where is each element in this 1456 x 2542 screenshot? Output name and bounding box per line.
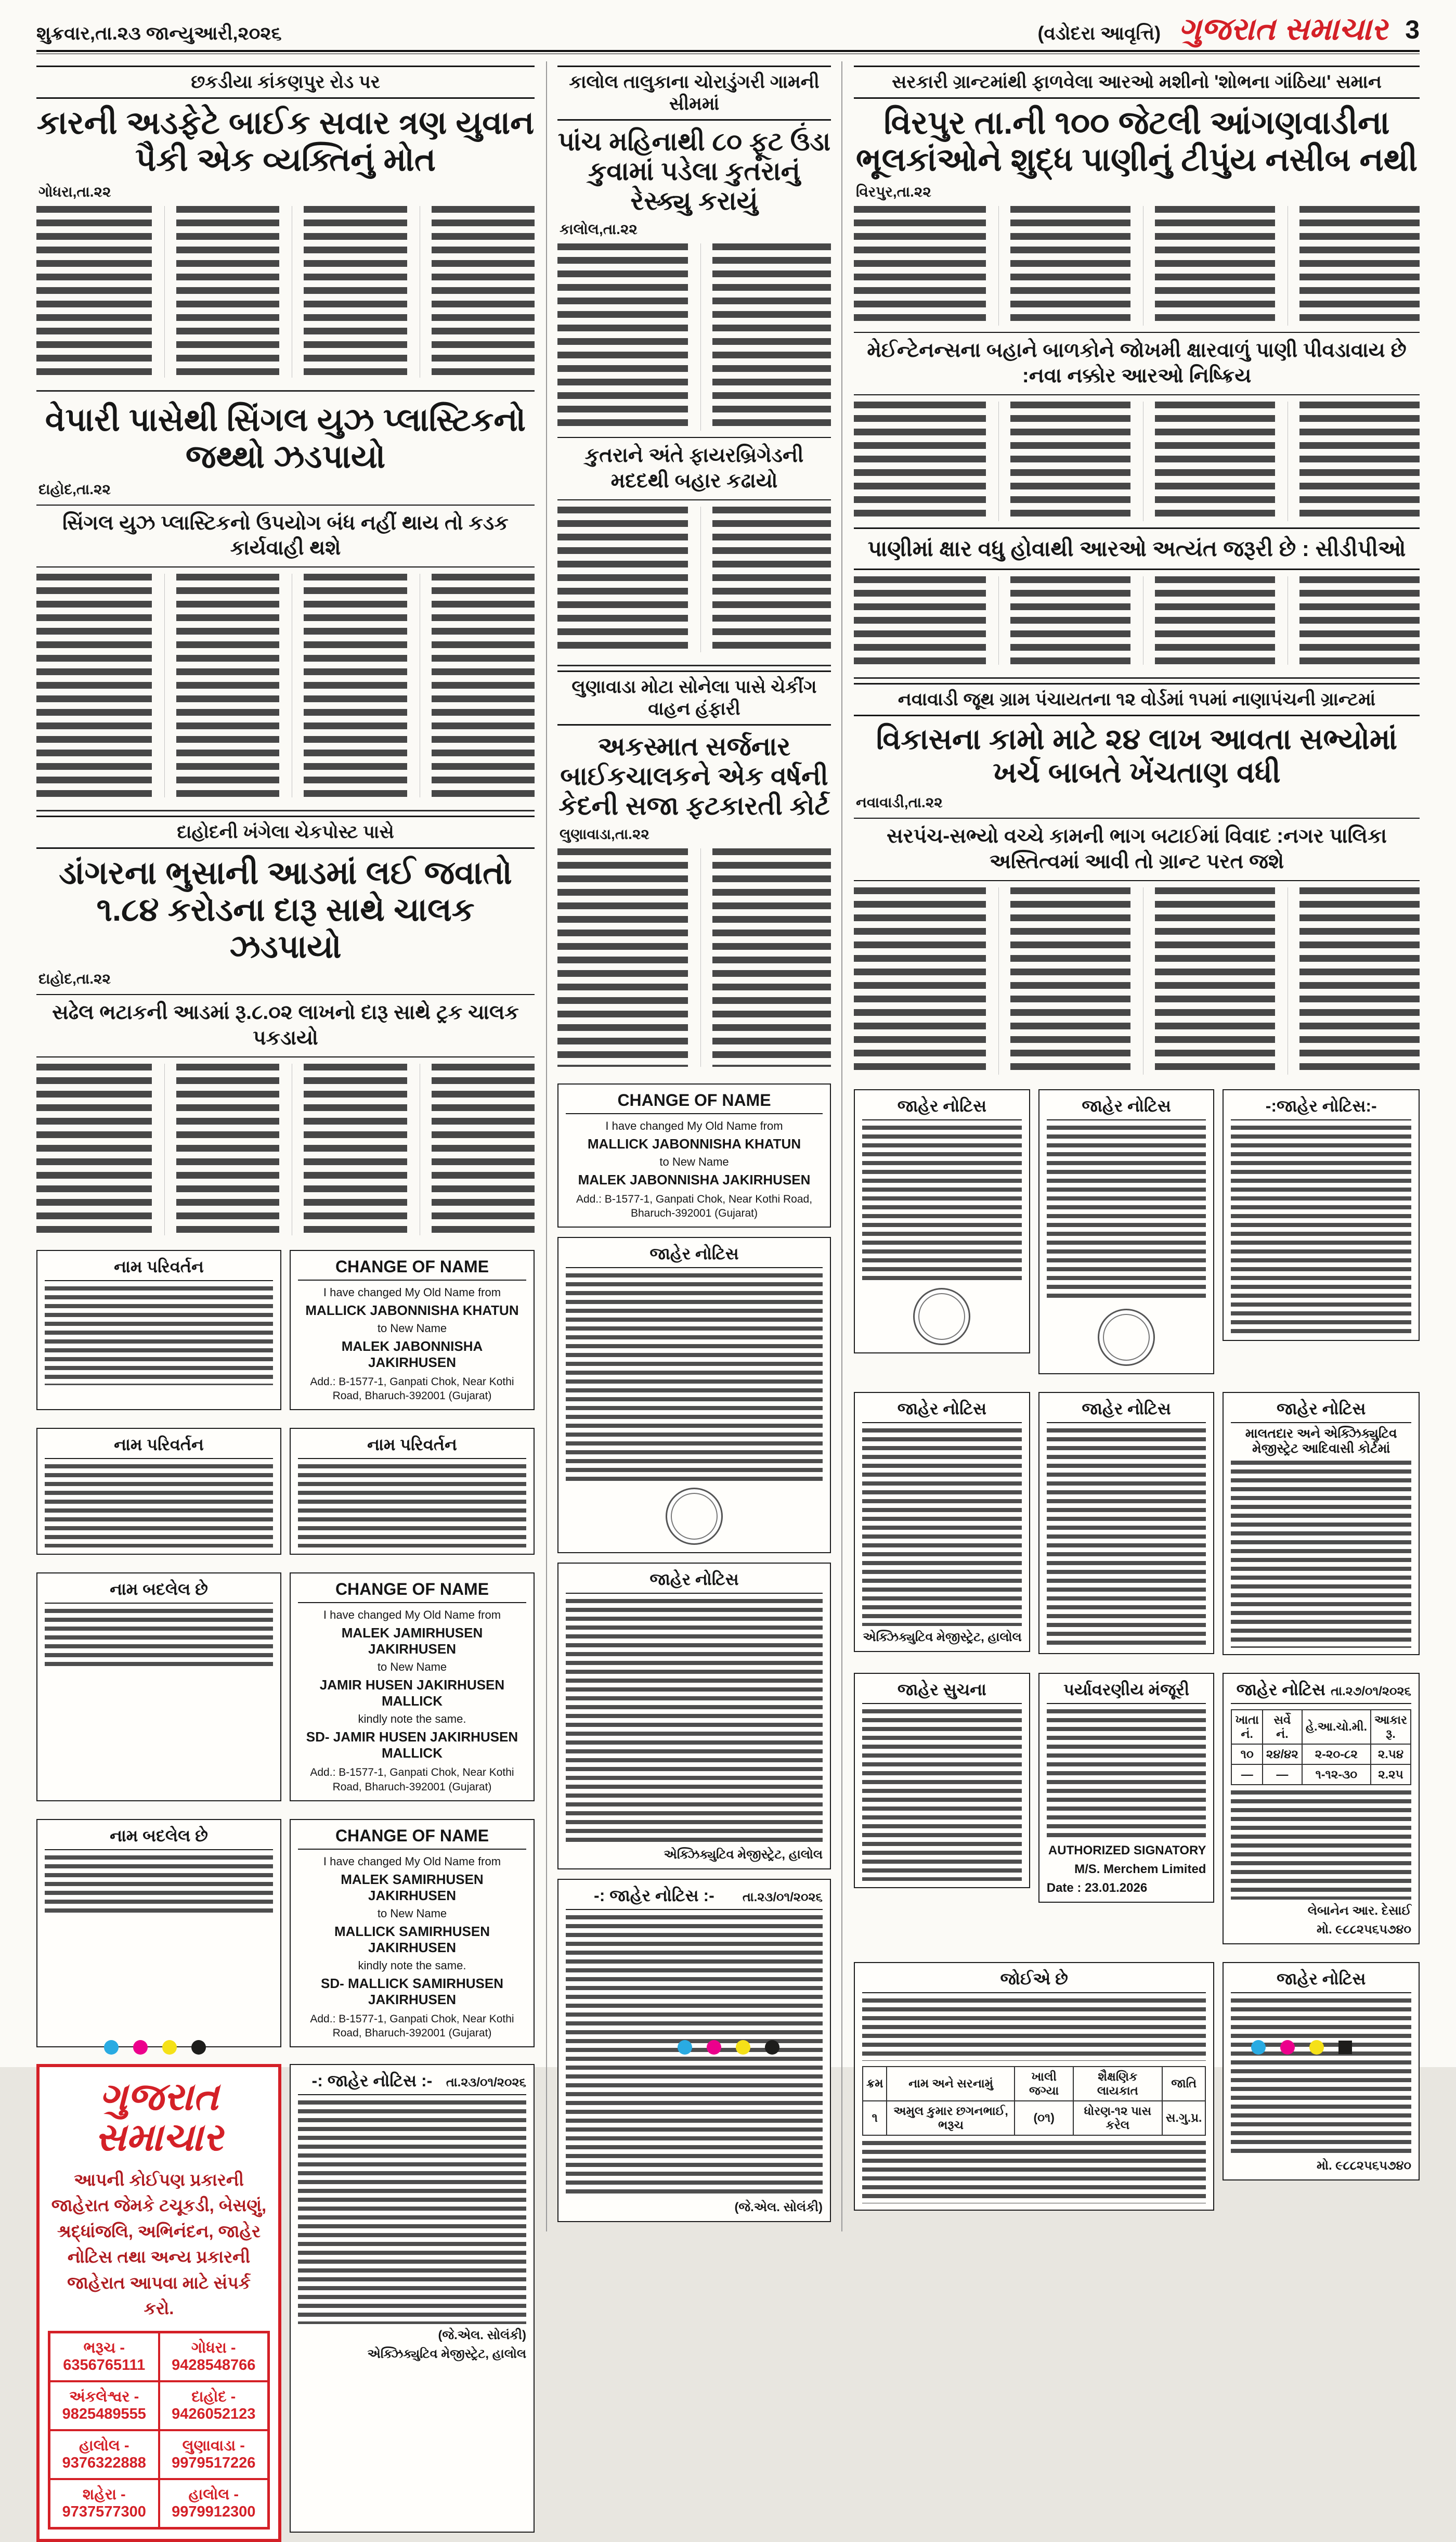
notice-body-text [862, 1709, 1022, 1881]
story-dateline: ગોધરા,તા.૨૨ [38, 184, 111, 200]
body-text-column [420, 1064, 535, 1235]
notice-body-text [566, 1273, 823, 1481]
story-side-head: પાણીમાં ક્ષાર વધુ હોવાથી આરઓ અત્યંત જરૂરી છે : સીડીપીઓ [854, 527, 1420, 571]
old-name: MALEK JAMIRHUSEN JAKIRHUSEN [341, 1625, 483, 1657]
notice-title: જાહેર નોટિસ [1236, 1680, 1325, 1699]
story-kicker: લુણાવાડા મોટા સોનેલા પાસે ચેકીંગ વાહન હંફારી [557, 670, 831, 726]
wanted-notice [854, 1962, 1214, 2211]
body-text-column [292, 574, 407, 797]
notice-title: નામ પરિવર્તન [45, 1435, 273, 1459]
story-headline: કારની અડફેટે બાઈક સવાર ત્રણ યુવાન પૈકી એક વ્યક્તિનું મોત [36, 105, 535, 178]
story-kicker: કાલોલ તાલુકાના ચોરાડુંગરી ગામની સીમમાં [557, 66, 831, 121]
contact-cell: દાહોદ - 9426052123 [159, 2381, 269, 2430]
body-text-column [998, 206, 1130, 326]
change-of-name-notice [290, 1250, 535, 1411]
body-text-column [420, 206, 535, 378]
signature-role: એક્ઝિક્યુટિવ મેજીસ્ટ્રેટ, હાલોલ [664, 1848, 823, 1862]
story-body [854, 887, 1420, 1075]
public-notice [854, 1392, 1030, 1652]
notice-body-text [566, 1599, 823, 1843]
magenta-dot [133, 2040, 148, 2055]
story-body [36, 574, 535, 797]
body-text-column [998, 887, 1130, 1075]
notice-body-text [1231, 1461, 1411, 1648]
black-square [1338, 2041, 1352, 2054]
black-dot [765, 2040, 779, 2055]
notice-title: જાહેર નોટિસ [1047, 1096, 1206, 1120]
body-text-column [164, 574, 280, 797]
story-subhead: કુતરાને અંતે ફાયરબ્રિગેડની મદદથી બહાર કઢાયો [557, 437, 831, 500]
black-dot [191, 2040, 206, 2055]
court-seal-stamp [666, 1488, 723, 1545]
contact-cell: ગોધરા - 9428548766 [159, 2332, 269, 2381]
contact-cell: ભરૂચ - 6356765111 [49, 2332, 159, 2381]
notice-subtitle: માલતદાર અને એક્ઝિક્યુટિવ મેજીસ્ટ્રેટ આદિવાસી કોર્ટમાં [1245, 1426, 1397, 1456]
body-text-column [36, 574, 152, 797]
edition-label: (વડોદરા આવૃત્તિ) [1037, 22, 1161, 44]
body-text-column [36, 206, 152, 378]
table-cell: ધોરણ-૧૨ પાસ કરેલ [1073, 2101, 1162, 2135]
story-headline: અકસ્માત સર્જનાર બાઈકચાલકને એક વર્ષની કેદની સજા ફટકારતી કોર્ટ [558, 731, 830, 820]
body-text-column [854, 206, 986, 326]
story-headline: પાંચ મહિનાથી ૮૦ ફૂટ ઉંડા કુવામાં પડેલા કુતરાનું રેસ્ક્યુ કરાયું [557, 127, 831, 215]
story-dateline: નવાવાડી,તા.૨૨ [856, 794, 943, 810]
date-line: શુક્રવાર,તા.૨૩ જાન્યુઆરી,૨૦૨૬ [36, 22, 282, 44]
yellow-dot [162, 2040, 177, 2055]
old-name: MALEK SAMIRHUSEN JAKIRHUSEN [341, 1871, 484, 1903]
contact-cell: હાલોલ - 9376322888 [49, 2430, 159, 2479]
public-notice [854, 1089, 1030, 1353]
table-header: જાતિ [1162, 2067, 1206, 2101]
notice-body-text [45, 1855, 273, 1913]
story-body [36, 1064, 535, 1235]
old-name: MALLICK JABONNISHA KHATUN [587, 1135, 801, 1152]
notice-title: CHANGE OF NAME [298, 1580, 526, 1603]
body-text-column [557, 243, 688, 431]
change-of-name-notice [557, 1083, 831, 1228]
public-notice [557, 1563, 831, 1869]
story-dateline: કાલોલ,તા.૨૨ [560, 221, 638, 237]
notice-title: નામ બદલેલ છે [45, 1580, 273, 1604]
land-record-notice [1223, 1673, 1420, 1944]
change-line: I have changed My Old Name from [323, 1608, 501, 1622]
table-cell: ૧૦ [1231, 1744, 1262, 1764]
address: Add.: B-1577-1, Ganpati Chok, Near Kothi Road, Bharuch-392001 (Gujarat) [576, 1193, 813, 1219]
notice-title: જાહેર નોટિસ [1231, 1969, 1411, 1993]
change-line: I have changed My Old Name from [605, 1119, 783, 1132]
story-body [557, 507, 831, 652]
table-header: ક્રમ [863, 2067, 887, 2101]
story-subhead: સિંગલ યુઝ પ્લાસ્ટિકનો ઉપયોગ બંધ નહીં થાય તો કડક કાર્યવાહી થશે [36, 505, 535, 568]
story-virpur-anganwadi [854, 61, 1420, 672]
notice-title: જાહેર નોટિસ [566, 1570, 823, 1594]
story-subhead: મેઈન્ટેનન્સના બહાને બાળકોને જોખમી ક્ષારવાળું પાણી પીવડાવાય છે :નવા નક્કોર આરઓ નિષ્ક્રિય [854, 332, 1420, 395]
page-number: 3 [1405, 15, 1420, 44]
notice-title: જાહેર સુચના [862, 1680, 1022, 1704]
notice-title: જાહેર નોટિસ [566, 1244, 823, 1268]
header-right [1037, 11, 1420, 46]
old-name: MALLICK JABONNISHA KHATUN [305, 1302, 519, 1318]
notice-title: CHANGE OF NAME [566, 1091, 823, 1114]
classifieds-grid [36, 1250, 535, 2057]
story-body [854, 402, 1420, 521]
notice-title: -: જાહેર નોટિસ :- [311, 2071, 433, 2091]
gujarat-samachar-house-ad [36, 2064, 281, 2541]
note: kindly note the same. [358, 1958, 466, 1972]
body-text-column [998, 402, 1130, 521]
notice-title: જાહેર નોટિસ [1047, 1399, 1206, 1423]
notice-body-text [862, 2141, 1206, 2203]
public-notice [290, 2064, 535, 2532]
house-ad-contacts [48, 2331, 270, 2530]
new-name: MALEK JABONNISHA JAKIRHUSEN [341, 1338, 483, 1370]
story-body [854, 576, 1420, 665]
story-dateline: લુણાવાડા,તા.૨૨ [560, 825, 649, 842]
change-line: to New Name [659, 1155, 729, 1168]
notice-body-text [1047, 1428, 1206, 1647]
story-headline: વેપારી પાસેથી સિંગલ યુઝ પ્લાસ્ટિકનો જથ્થો ઝડપાયો [45, 402, 526, 475]
story-kicker: દાહોદની ખંગેલા ચેકપોસ્ટ પાસે [36, 816, 535, 849]
wanted-table [862, 2066, 1206, 2136]
court-seal-stamp [1098, 1309, 1155, 1366]
body-text-column [1143, 887, 1275, 1075]
middle-column-group [546, 61, 842, 2231]
table-header: સર્વે નં. [1263, 1710, 1302, 1744]
body-text-column [557, 507, 688, 652]
table-cell: ૨.૫૪ [1371, 1744, 1411, 1764]
body-text-column [292, 206, 407, 378]
body-text-column [1143, 576, 1275, 665]
table-cell: ૨.૨૫ [1371, 1764, 1411, 1785]
reg-dot-group-center [678, 2040, 779, 2055]
new-name: MALLICK SAMIRHUSEN JAKIRHUSEN [334, 1923, 490, 1955]
body-text-column [164, 206, 280, 378]
left-column-group [36, 61, 546, 2542]
land-record-table [1231, 1709, 1411, 1785]
yellow-dot [736, 2040, 750, 2055]
page-header [0, 0, 1456, 50]
notice-body-text [298, 1464, 526, 1547]
story-kicker: સરકારી ગ્રાન્ટમાંથી ફાળવેલા આરઓ મશીનો 'શોભના ગાંઠિયા' સમાન [854, 66, 1420, 99]
notice-date: તા.૨૩/૦૧/૨૦૨૬ [446, 2075, 526, 2090]
cyan-dot [1251, 2040, 1266, 2055]
table-cell: અમુલ કુમાર છગનભાઈ, ભરૂચ [887, 2101, 1015, 2135]
header-rule [36, 50, 1420, 52]
house-ad-logo: ગુજરાત સમાચાર [95, 2075, 223, 2159]
notice-body-text [1231, 1790, 1411, 1900]
notice-phone: મો. ૯૮૮૨૫૬૫૭૪૦ [1317, 1922, 1411, 1937]
change-line: I have changed My Old Name from [323, 1285, 501, 1299]
notice-date: તા.૨૩/૦૧/૨૦૨૬ [742, 1890, 823, 1905]
page-body [36, 61, 1420, 2542]
address: Add.: B-1577-1, Ganpati Chok, Near Kothi Road, Bharuch-392001 (Gujarat) [310, 1766, 514, 1793]
table-header: ખાલી જગ્યા [1015, 2067, 1073, 2101]
table-cell: — [1263, 1764, 1302, 1785]
notice-body-text [566, 1915, 823, 2196]
table-header: આકાર રૂ. [1371, 1710, 1411, 1744]
notice-phone: મો. ૯૮૮૨૫૬૫૭૪૦ [1317, 2158, 1411, 2173]
reg-dot-group-right [1251, 2040, 1352, 2055]
body-text-column [164, 1064, 280, 1235]
public-notice-court [1223, 1392, 1420, 1655]
story-body [557, 243, 831, 431]
name-badlel-notice [36, 1819, 281, 2048]
table-header: નામ અને સરનામું [887, 2067, 1015, 2101]
body-text-column [1288, 887, 1420, 1075]
body-text-column [700, 848, 831, 1067]
story-dateline: દાહોદ,તા.૨૨ [38, 971, 111, 987]
bottom-left-row [36, 2064, 535, 2541]
public-notice [557, 1237, 831, 1553]
body-text-column [854, 576, 986, 665]
notice-date: તા.૨૭/૦૧/૨૦૨૬ [1331, 1684, 1411, 1698]
signature-name: (જે.એલ. સોલંકી) [734, 2200, 823, 2215]
body-text-column [557, 848, 688, 1067]
change-line: I have changed My Old Name from [323, 1854, 501, 1868]
signature: SD- JAMIR HUSEN JAKIRHUSEN MALLICK [306, 1729, 518, 1761]
story-kicker: છકડીયા કાંકણપુર રોડ પર [36, 66, 535, 99]
notice-title: -: જાહેર નોટિસ :- [594, 1886, 714, 1905]
notice-title: -:જાહેર નોટિસ:- [1231, 1096, 1411, 1120]
notice-body-text [45, 1609, 273, 1666]
notice-body-text [1047, 1126, 1206, 1302]
notice-title: CHANGE OF NAME [298, 1257, 526, 1281]
story-liquor [36, 810, 535, 1243]
notice-body-text [862, 1428, 1022, 1626]
notice-title-row [1231, 1680, 1411, 1704]
right-column-group [842, 61, 1420, 2220]
change-line: to New Name [377, 1321, 447, 1335]
change-line: to New Name [377, 1906, 447, 1920]
notice-body-text [45, 1286, 273, 1385]
story-headline: ડાંગરના ભુસાની આડમાં લઈ જવાતો ૧.૮૪ કરોડના દારૂ સાથે ચાલક ઝડપાયો [59, 855, 512, 965]
cyan-dot [104, 2040, 119, 2055]
notice-title-row [298, 2071, 526, 2095]
story-plastic [36, 390, 535, 805]
firm-name: M/S. Merchem Limited [1074, 1862, 1206, 1876]
body-text-column [1143, 402, 1275, 521]
change-line: to New Name [377, 1660, 447, 1674]
story-navavadi-grant [854, 677, 1420, 1081]
notice-title: જોઈએ છે [862, 1969, 1206, 1993]
signature-role: એક્ઝિક્યુટિવ મેજીસ્ટ્રેટ, હાલોલ [367, 2347, 526, 2362]
print-registration-marks [0, 2040, 1456, 2055]
address: Add.: B-1577-1, Ganpati Chok, Near Kothi Road, Bharuch-392001 (Gujarat) [310, 1375, 514, 1402]
story-subhead: સરપંચ-સભ્યો વચ્ચે કામની ભાગ બટાઈમાં વિવાદ :નગર પાલિકા અસ્તિત્વમાં આવી તો ગ્રાન્ટ પરત જશે [854, 818, 1420, 881]
notice-title: પર્યાવરણીય મંજૂરી [1047, 1680, 1206, 1704]
table-cell: — [1231, 1764, 1262, 1785]
notice-body-text [862, 1126, 1022, 1282]
table-header: ખાતા નં. [1231, 1710, 1262, 1744]
contact-cell: હાલોલ - 9979912300 [159, 2479, 269, 2528]
name-badlel-notice [36, 1572, 281, 1801]
notice-body-text [45, 1464, 273, 1547]
story-subhead: સઢેલ ભટાકની આડમાં રૂ.૮.૦૨ લાખનો દારૂ સાથે ટ્રક ચાલક પકડાયો [36, 994, 535, 1057]
public-notice [1223, 1962, 1420, 2180]
story-court [557, 665, 831, 1074]
note: kindly note the same. [358, 1712, 466, 1726]
story-dateline: વિરપુર,તા.૨૨ [856, 184, 931, 200]
notice-title: CHANGE OF NAME [298, 1826, 526, 1850]
table-cell: ૨-૨૦-૮૨ [1302, 1744, 1371, 1764]
body-text-column [854, 887, 986, 1075]
notice-body-text [1231, 1126, 1411, 1334]
table-cell: (૦૧) [1015, 2101, 1073, 2135]
body-text-column [1288, 206, 1420, 326]
change-of-name-notice [290, 1572, 535, 1801]
notice-title: જાહેર નોટિસ [862, 1399, 1022, 1423]
story-dog-rescue [557, 61, 831, 660]
reg-dot-group-left [104, 2040, 206, 2055]
contact-cell: લુણાવાડા - 9979517226 [159, 2430, 269, 2479]
signature-role: એક્ઝિક્યુટિવ મેજીસ્ટ્રેટ, હાલોલ [863, 1630, 1022, 1644]
table-cell: ૧-૧૨-૩૦ [1302, 1764, 1371, 1785]
magenta-dot [707, 2040, 721, 2055]
name-change-notice [290, 1428, 535, 1555]
story-kicker: નવાવાડી જૂથ ગ્રામ પંચાયતના ૧૨ વોર્ડમાં ૧૫માં નાણાપંચની ગ્રાન્ટમાં [854, 683, 1420, 716]
contact-cell: અંકલેશ્વર - 9825489555 [49, 2381, 159, 2430]
new-name: JAMIR HUSEN JAKIRHUSEN MALLICK [319, 1677, 505, 1709]
yellow-dot [1309, 2040, 1324, 2055]
body-text-column [292, 1064, 407, 1235]
public-notice [1223, 1089, 1420, 1341]
court-seal-stamp [913, 1288, 970, 1345]
body-text-column [36, 1064, 152, 1235]
notice-title-row [566, 1886, 823, 1910]
body-text-column [1288, 576, 1420, 665]
change-of-name-notice [290, 1819, 535, 2048]
contact-cell: શહેરા - 9737577300 [49, 2479, 159, 2528]
signature: SD- MALLICK SAMIRHUSEN JAKIRHUSEN [321, 1975, 503, 2007]
notice-body-text [1047, 1709, 1206, 1839]
authorized-signatory: AUTHORIZED SIGNATORY [1048, 1843, 1206, 1857]
signature-name: (જે.એલ. સોલંકી) [438, 2328, 526, 2343]
notice-title: જાહેર નોટિસ [862, 1096, 1022, 1120]
name-change-notice [36, 1428, 281, 1555]
cyan-dot [678, 2040, 692, 2055]
notice-date: Date : 23.01.2026 [1046, 1880, 1148, 1895]
story-body [36, 206, 535, 378]
public-notice [1038, 1392, 1215, 1654]
story-headline: વિરપુર તા.ની ૧૦૦ જેટલી આંગણવાડીના ભૂલકાંઓને શુદ્ધ પાણીનું ટીપુંય નસીબ નથી [856, 105, 1418, 178]
address: Add.: B-1577-1, Ganpati Chok, Near Kothi Road, Bharuch-392001 (Gujarat) [310, 2012, 514, 2040]
public-notice [1038, 1089, 1215, 1374]
public-announcement [854, 1673, 1030, 1888]
notary-name: લેબાનેન આર. દેસાઈ [1307, 1903, 1411, 1918]
body-text-column [854, 402, 986, 521]
story-accident [36, 61, 535, 385]
name-change-notice [36, 1250, 281, 1411]
notice-title: નામ બદલેલ છે [45, 1826, 273, 1850]
table-cell: ૧ [863, 2101, 887, 2135]
body-text-column [1143, 206, 1275, 326]
story-dateline: દાહોદ,તા.૨૨ [38, 481, 111, 497]
table-cell: ૨૪/૪૨ [1263, 1744, 1302, 1764]
body-text-column [700, 243, 831, 431]
masthead-logo: ગુજરાત સમાચાર [1178, 11, 1388, 46]
body-text-column [420, 574, 535, 797]
table-cell: સ.ગુ.પ્ર. [1162, 2101, 1206, 2135]
notice-body-text [298, 2100, 526, 2324]
notice-title: નામ પરિવર્તન [45, 1257, 273, 1281]
table-header: હે.આ.ચો.મી. [1302, 1710, 1371, 1744]
magenta-dot [1280, 2040, 1295, 2055]
house-ad-text: આપની કોઈપણ પ્રકારની જાહેરાત જેમકે ટચૂકડી, બેસણું, શ્રદ્ધાંજલિ, અભિનંદન, જાહેર નોટિસ તથા અન્ય પ્રકારની જાહેરાત આપવા માટે સંપર્ક કરો. [51, 2170, 267, 2318]
body-text-column [700, 507, 831, 652]
environmental-clearance-notice [1038, 1673, 1215, 1903]
notice-title: નામ પરિવર્તન [298, 1435, 526, 1459]
story-headline: વિકાસના કામો માટે ૨૪ લાખ આવતા સભ્યોમાં ખર્ચ બાબતે ખેંચતાણ વધી [876, 722, 1398, 789]
new-name: MALEK JABONNISHA JAKIRHUSEN [578, 1171, 811, 1188]
notice-body-text [1231, 1998, 1411, 2154]
table-header: શૈક્ષણિક લાયકાત [1073, 2067, 1162, 2101]
body-text-column [998, 576, 1130, 665]
story-body [854, 206, 1420, 326]
notice-title: જાહેર નોટિસ [1231, 1399, 1411, 1423]
body-text-column [1288, 402, 1420, 521]
story-body [557, 848, 831, 1067]
